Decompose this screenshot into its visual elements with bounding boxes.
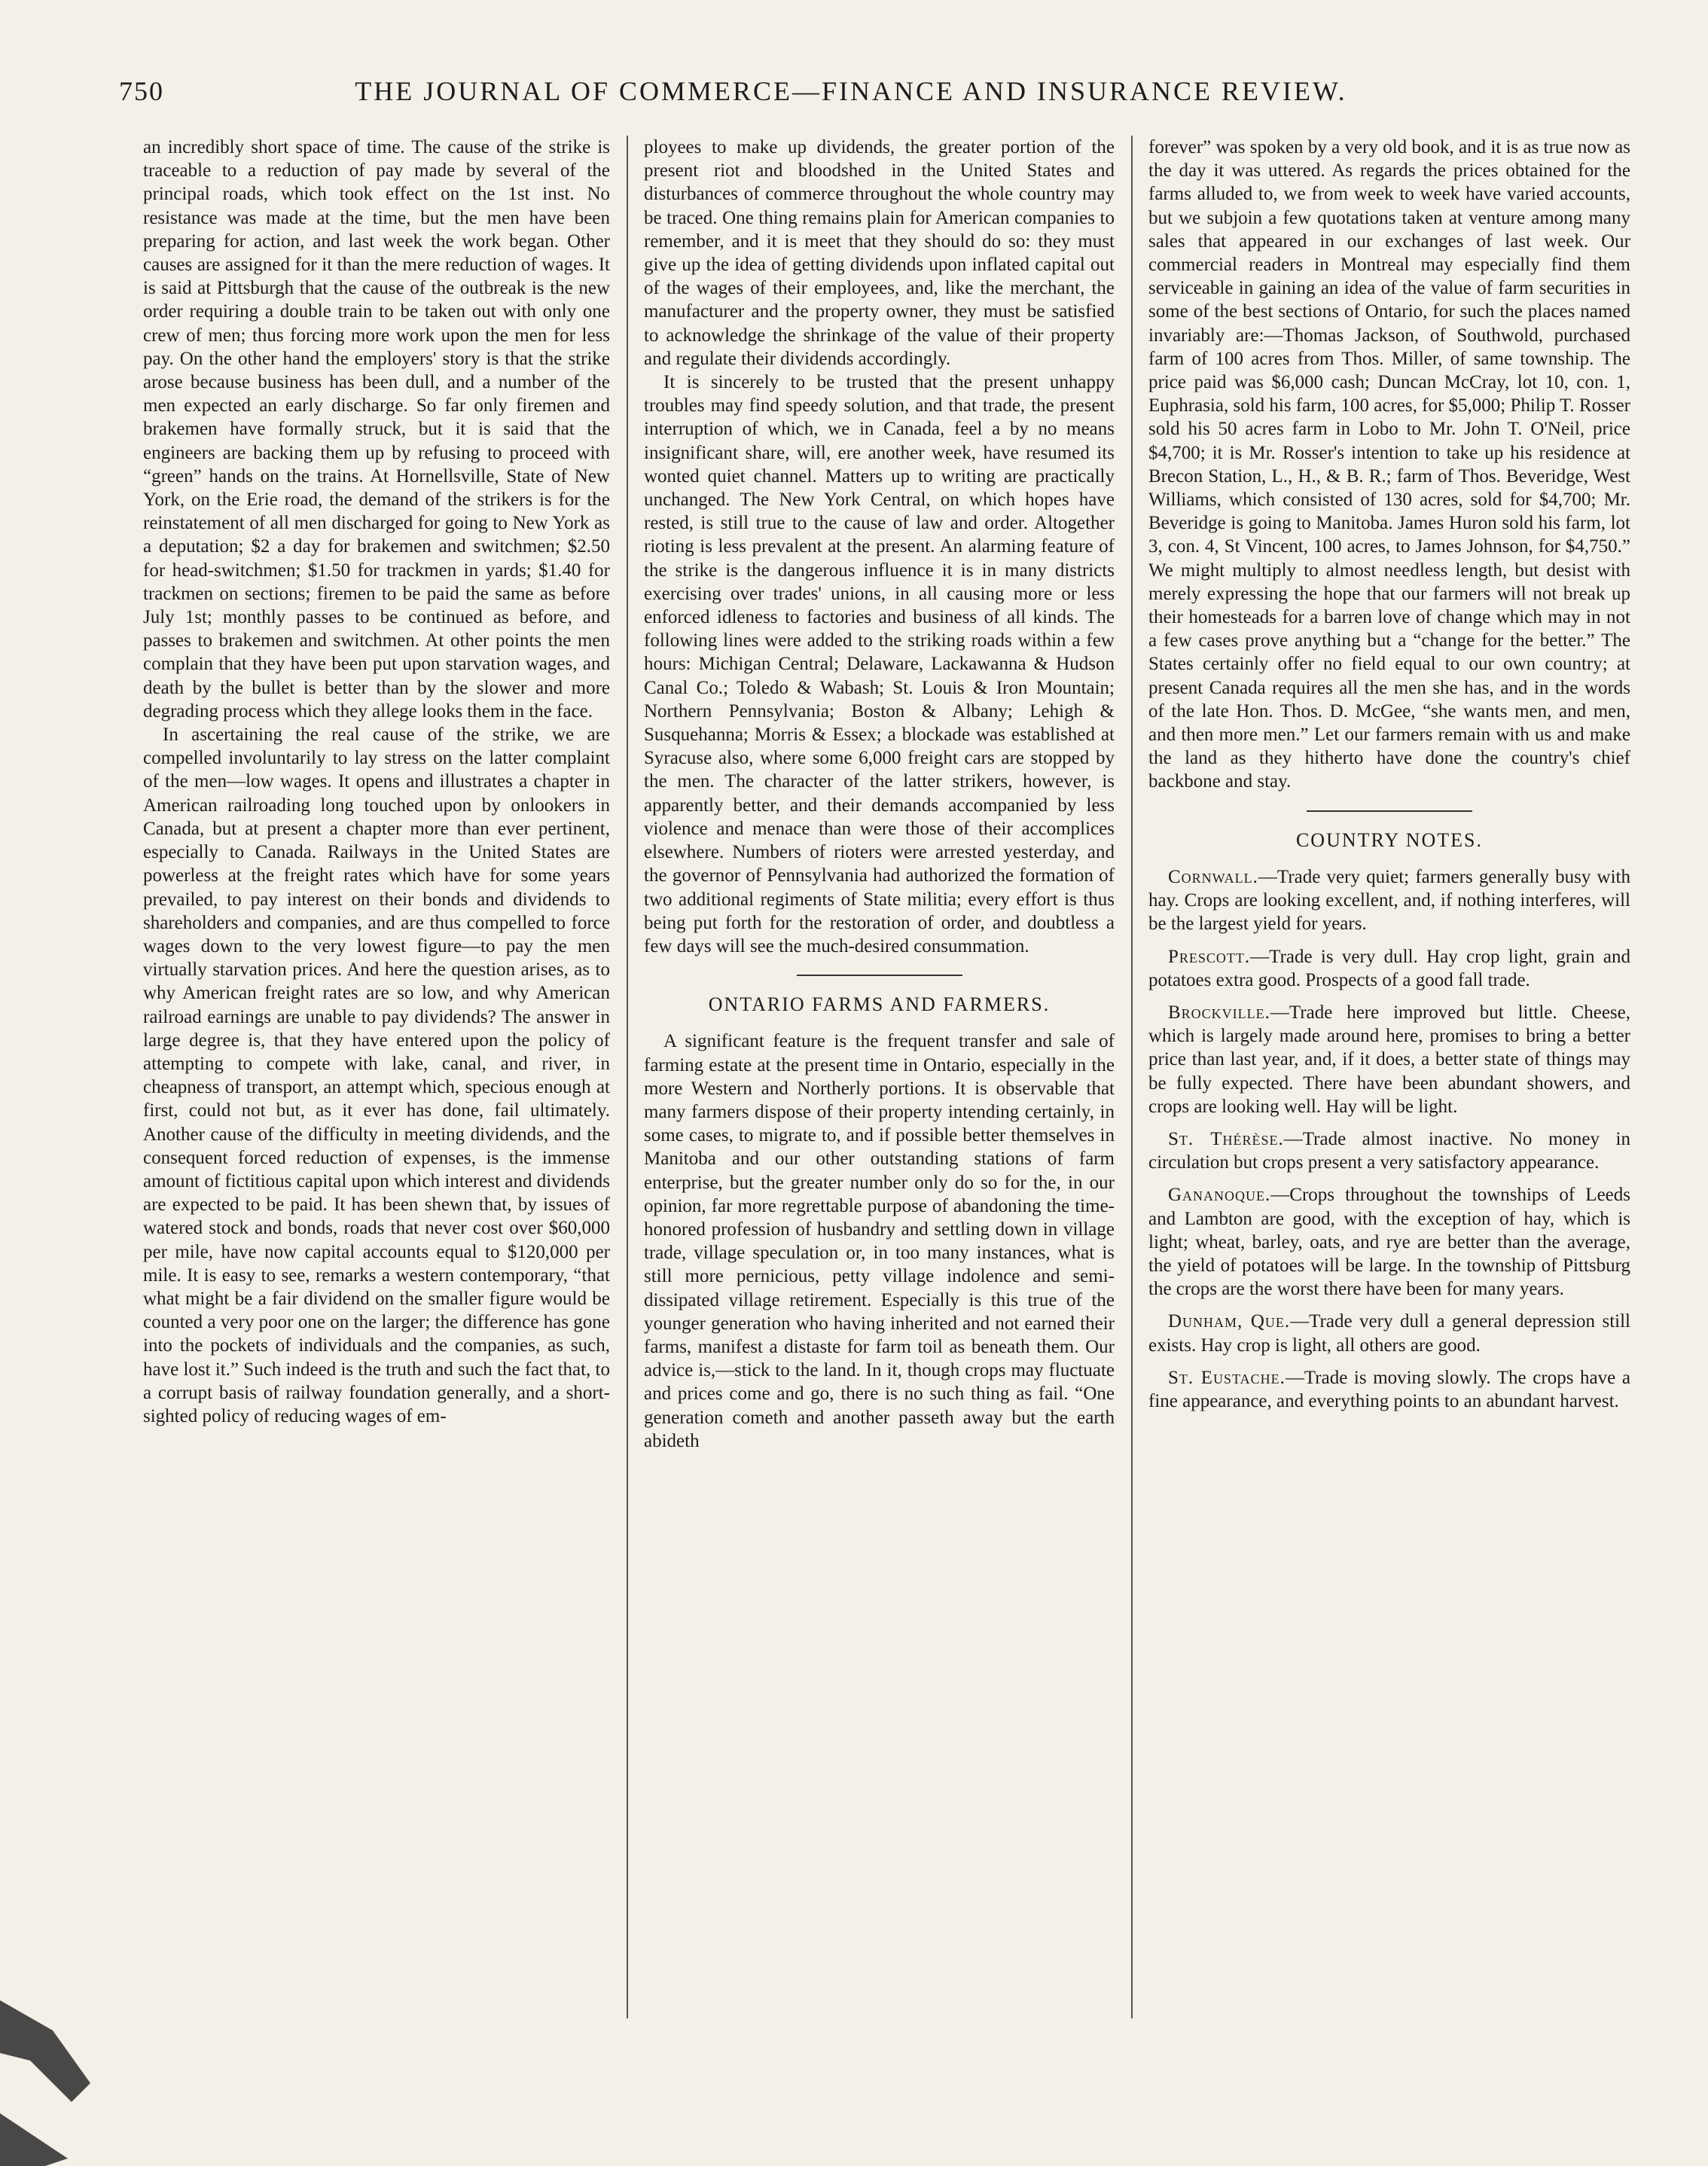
column-2 [644, 136, 1115, 2124]
section-divider [797, 975, 962, 976]
paragraph: forever” was spoken by a very old book, and it is as true now as the day it was uttered. As regards the prices obtained for the farms alluded to, we from week to week have varied accounts, but we subjoin a few quotations taken at venture among many sales that appeared in our exchanges of last week. Our commercial readers in Montreal may especially find them serviceable in gaining an idea of the value of farm securities in some of the best sections of Ontario, for such the places named invariably are:—Thomas Jackson, of Southwold, purchased farm of 100 acres from Thos. Miller, of same township. The price paid was $6,000 cash; Duncan McCray, lot 10, con. 1, Euphrasia, sold his farm, 100 acres, for $5,000; Philip T. Rosser sold his 50 acres farm in Lobo to Mr. John T. O'Neil, price $4,700; it is Mr. Rosser's intention to take up his residence at Brecon Station, L., H., & B. R.; farm of Thos. Beveridge, West Williams, which consisted of 130 acres, sold for $4,700; Mr. Beveridge is going to Manitoba. James Huron sold his farm, lot 3, con. 4, St Vincent, 100 acres, to James Johnson, for $4,750.” We might multiply to almost needless length, but desist with merely expressing the hope that our farmers will not break up their homesteads for a barren love of change which may in not a few cases prove anything but a “change for the better.” The States certainly offer no field equal to our own country; at present Canada requires all the men she has, and in the words of the late Hon. Thos. D. McGee, “she wants men, and men, and then more men.” Let our farmers remain with us and make the land as they hitherto have done the country's chief backbone and stay. [1148, 137, 1630, 792]
note-text: —Trade very dull a general depression still exists. Hay crop is light, all others are good. [1148, 1311, 1630, 1356]
scan-artifact [0, 1970, 105, 2166]
column-3 [1148, 136, 1630, 2124]
paragraph: It is sincerely to be trusted that the present unhappy troubles may find speedy solution, and that trade, the present interruption of which, we in Canada, feel a by no means insignificant share, will, ere another week, have resumed its wonted quiet channel. Matters up to writing are practically unchanged. The New York Central, on which hopes have rested, is still true to the cause of law and order. Altogether rioting is less prevalent at the present. An alarming feature of the strike is the dangerous influence it is in many districts exercising over trades' unions, in all causing more or less enforced idleness to factories and business of all kinds. The following lines were added to the striking roads within a few hours: Michigan Central; Delaware, Lackawanna & Hudson Canal Co.; Toledo & Wabash; St. Louis & Iron Mountain; Northern Pennsylvania; Boston & Albany; Lehigh & Susquehanna; Morris & Essex; a blockade was established at Syracuse also, where some 6,000 freight cars are stopped by the men. The character of the latter strikers, however, is apparently better, and their demands accompanied by less violence and menace than were those of their accomplices elsewhere. Numbers of rioters were arrested yesterday, and the governor of Pennsylvania had authorized the formation of two additional regiments of State militia; every effort is thus being put forth for the restoration of order, and doubtless a few days will see the much-desired consummation. [644, 372, 1115, 956]
paragraph: In ascertaining the real cause of the strike, we are compelled involuntarily to lay stress on the latter complaint of the men—low wages. It opens and illustrates a chapter in American railroading long touched upon by onlookers in Canada, but at present a chapter more than ever pertinent, especially to Canada. Railways in the United States are powerless at the freight rates which have for some years prevailed, to pay interest on their bonds and dividends to shareholders and companies, and are thus compelled to force wages down to the very lowest figure—to pay the men virtually starvation prices. And here the question arises, as to why American freight rates are so low, and why American railroad earnings are unable to pay dividends? The answer in large degree is, that they have entered upon the policy of attempting to compete with lake, canal, and river, in cheapness of transport, an attempt which, specious enough at first, could not but, as it ever has done, fail ultimately. Another cause of the difficulty in meeting dividends, and the consequent forced reduction of expenses, is the immense amount of fictitious capital upon which interest and dividends are expected to be paid. It has been shewn that, by issues of watered stock and bonds, roads that never cost over $60,000 per mile, have now capital accounts equal to $120,000 per mile. It is easy to see, remarks a western contemporary, “that what might be a fair dividend on the smaller figure would be counted a very poor one on the larger; the difference has gone into the pockets of individuals and the companies, as such, have lost it.” Such indeed is the truth and such the fact that, to a corrupt basis of railway foundation generally, and a short-sighted policy of reducing wages of em- [143, 725, 610, 1426]
note-text: —Trade is moving slowly. The crops have a fine appearance, and everything points to an abundant harvest. [1148, 1367, 1630, 1411]
note-text: —Trade is very dull. Hay crop light, grain and potatoes extra good. Prospects of a good fall trade. [1148, 946, 1630, 990]
note-text: —Crops throughout the townships of Leeds and Lambton are good, with the exception of hay, which is light; wheat, barley, oats, and rye are better than the average, the yield of potatoes will be large. In the township of Pittsburg the crops are the worst there have been for many years. [1148, 1185, 1630, 1300]
section-title-country-notes: COUNTRY NOTES. [1295, 828, 1484, 851]
country-note [1148, 1310, 1630, 1356]
running-head: THE JOURNAL OF COMMERCE—FINANCE AND INSURANCE REVIEW. [355, 76, 1347, 106]
paragraph: A significant feature is the frequent transfer and sale of farming estate at the present time in Ontario, especially in the more Western and Northerly portions. It is observable that many farmers dispose of their property intending certainly, in some cases, to migrate to, and if possible better themselves in Manitoba and our other outstanding stations of farm enterprise, but the greater number only do so for the, in our opinion, far more regrettable purpose of abandoning the time-honored profession of husbandry and settling down in village trade, village speculation or, in too many instances, what is still more pernicious, petty village indolence and semi-dissipated village retirement. Especially is this true of the younger generation who having inherited and not earned their farms, manifest a distaste for farm toil as beneath them. Our advice is,—stick to the land. In it, though crops may fluctuate and prices come and go, there is no such thing as fail. “One generation cometh and another passeth away but the earth abideth [644, 1031, 1115, 1451]
column-rule [627, 136, 628, 2018]
paragraph: ployees to make up dividends, the greater portion of the present riot and bloodshed in the United States and disturbances of commerce throughout the whole country may be traced. One thing remains plain for American companies to remember, and it is meet that they should do so: they must give up the idea of getting dividends upon inflated capital out of the wages of their employees, and, like the merchant, the manufacturer and the property owner, they must be satisfied to acknowledge the shrinkage of the value of their property and regulate their dividends accordingly. [644, 137, 1115, 369]
note-place: Prescott. [1168, 946, 1251, 967]
column-rule [1131, 136, 1133, 2018]
note-place: Cornwall. [1168, 866, 1258, 887]
page-header [105, 75, 1597, 113]
note-place: Gananoque. [1168, 1185, 1271, 1206]
note-place: St. Eustache. [1168, 1367, 1286, 1388]
note-text: —Trade very quiet; farmers generally busy with hay. Crops are looking excellent, and, if nothing interferes, will be the largest yield for years. [1148, 866, 1630, 935]
country-note [1148, 1366, 1630, 1413]
paragraph: an incredibly short space of time. The cause of the strike is traceable to a reduction of pay made by several of the principal roads, which took effect on the 1st inst. No resistance was made at the time, but the men have been preparing for action, and last week the work began. Other causes are assigned for it than the mere reduction of wages. It is said at Pittsburgh that the cause of the outbreak is the new order requiring a double train to be taken out with only one crew of men; thus forcing more work upon the men for less pay. On the other hand the employers' story is that the strike arose because business has been dull, and a number of the men expected an early discharge. So far only firemen and brakemen have formally struck, but it is said that the engineers are backing them up by refusing to proceed with “green” hands on the trains. At Hornellsville, State of New York, on the Erie road, the demand of the strikers is for the reinstatement of all men discharged for going to New York as a deputation; $2 a day for brakemen and switchmen; $2.50 for head-switchmen; $1.50 for trackmen in yards; $1.40 for trackmen on sections; firemen to be paid the same as before July 1st; monthly passes to be continued as before, and passes to brakemen and switchmen. At other points the men complain that they have been put upon starvation wages, and death by the bullet is better than by the slower and more degrading process which they allege looks them in the face. [143, 137, 610, 721]
note-text: —Trade almost inactive. No money in circulation but crops present a very satisfactory appearance. [1148, 1128, 1630, 1173]
column-1 [143, 136, 610, 2124]
note-place: Brockville. [1168, 1002, 1270, 1023]
note-place: Dunham, Que. [1168, 1311, 1291, 1332]
country-note [1148, 1001, 1630, 1118]
section-title-ontario: ONTARIO FARMS AND FARMERS. [708, 993, 1051, 1016]
section-divider [1307, 810, 1472, 812]
country-note [1148, 865, 1630, 936]
note-place: St. Thérèse. [1168, 1128, 1284, 1149]
note-text: —Trade here improved but little. Cheese, which is largely made around here, promises to bring a better price than last year, and, if it does, a better state of things may be fully expected. There have been abundant showers, and crops are looking well. Hay will be light. [1148, 1002, 1630, 1117]
country-note [1148, 945, 1630, 992]
page-number: 750 [119, 76, 164, 106]
country-note [1148, 1183, 1630, 1301]
country-note [1148, 1127, 1630, 1174]
